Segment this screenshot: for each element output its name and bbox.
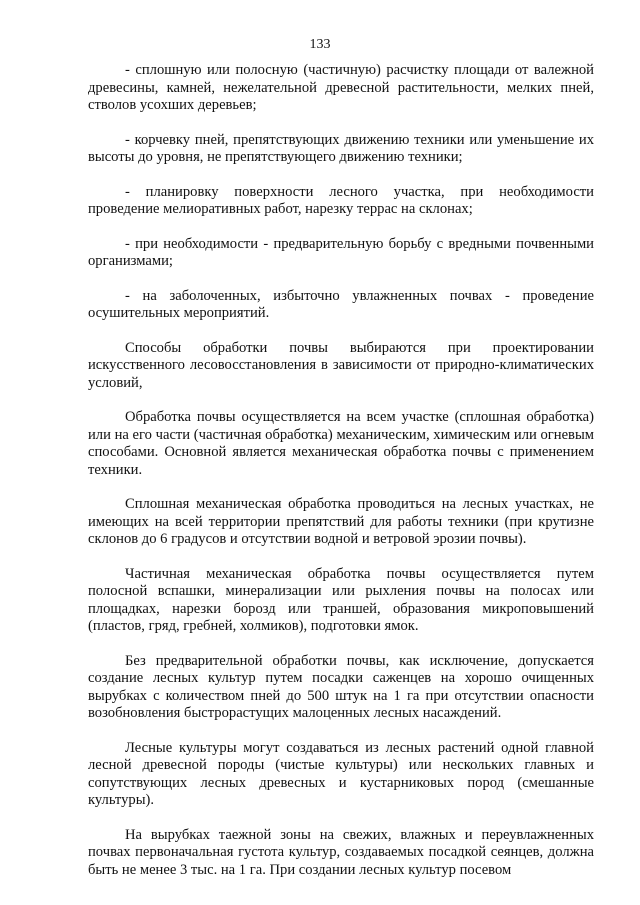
paragraph-full-treatment: Сплошная механическая обработка проводиться на лесных участках, не имеющих на всей территории препятствий для работы техники (при крутизне склонов до 6 градусов и отсутствии водной и ветровой эрозии почвы). [88, 496, 594, 547]
paragraph-treatment-types: Обработка почвы осуществляется на всем участке (сплошная обработка) или на его части (частичная обработка) механическим, химическим или огневым способами. Основной является механическая обработка почвы с применением техники. [88, 409, 594, 478]
paragraph-pest-control: - при необходимости - предварительную борьбу с вредными почвенными организмами; [88, 235, 594, 269]
paragraph-stump-removal: - корчевку пней, препятствующих движению техники или уменьшение их высоты до уровня, не препятствующего движению техники; [88, 131, 594, 165]
paragraph-planting-density: На вырубках таежной зоны на свежих, влажных и переувлажненных почвах первоначальная густота культур, создаваемых посадкой сеянцев, должна быть не менее 3 тыс. на 1 га. При создании лесных культур посевом [88, 826, 594, 878]
paragraph-surface-planning: - планировку поверхности лесного участка, при необходимости проведение мелиоративных работ, нарезку террас на склонах; [88, 183, 594, 217]
paragraph-methods-selection: Способы обработки почвы выбираются при проектировании искусственного лесовосстановления в зависимости от природно-климатических условий, [88, 339, 594, 391]
paragraph-clearing: - сплошную или полосную (частичную) расчистку площади от валежной древесины, камней, нежелательной древесной растительности, мелких пней, стволов усохших деревьев; [88, 62, 594, 113]
page-number: 133 [309, 37, 331, 52]
paragraph-culture-types: Лесные культуры могут создаваться из лесных растений одной главной лесной древесной породы (чистые культуры) или нескольких главных и сопутствующих лесных древесных и кустарниковых пород (смешанные культуры). [88, 739, 594, 808]
document-body [88, 62, 594, 879]
paragraph-no-treatment: Без предварительной обработки почвы, как исключение, допускается создание лесных культур путем посадки саженцев на хорошо очищенных вырубках с количеством пней до 500 штук на 1 га при отсутствии опасности возобновления быстрорастущих малоценных лесных насаждений. [88, 652, 594, 721]
paragraph-partial-treatment: Частичная механическая обработка почвы осуществляется путем полосной вспашки, минерализации или рыхления почвы на полосах или площадках, нарезки борозд или траншей, образования микроповышений (пластов, гряд, гребней, холмиков), подготовки ямок. [88, 565, 594, 634]
paragraph-drainage: - на заболоченных, избыточно увлажненных почвах - проведение осушительных мероприятий. [88, 287, 594, 321]
